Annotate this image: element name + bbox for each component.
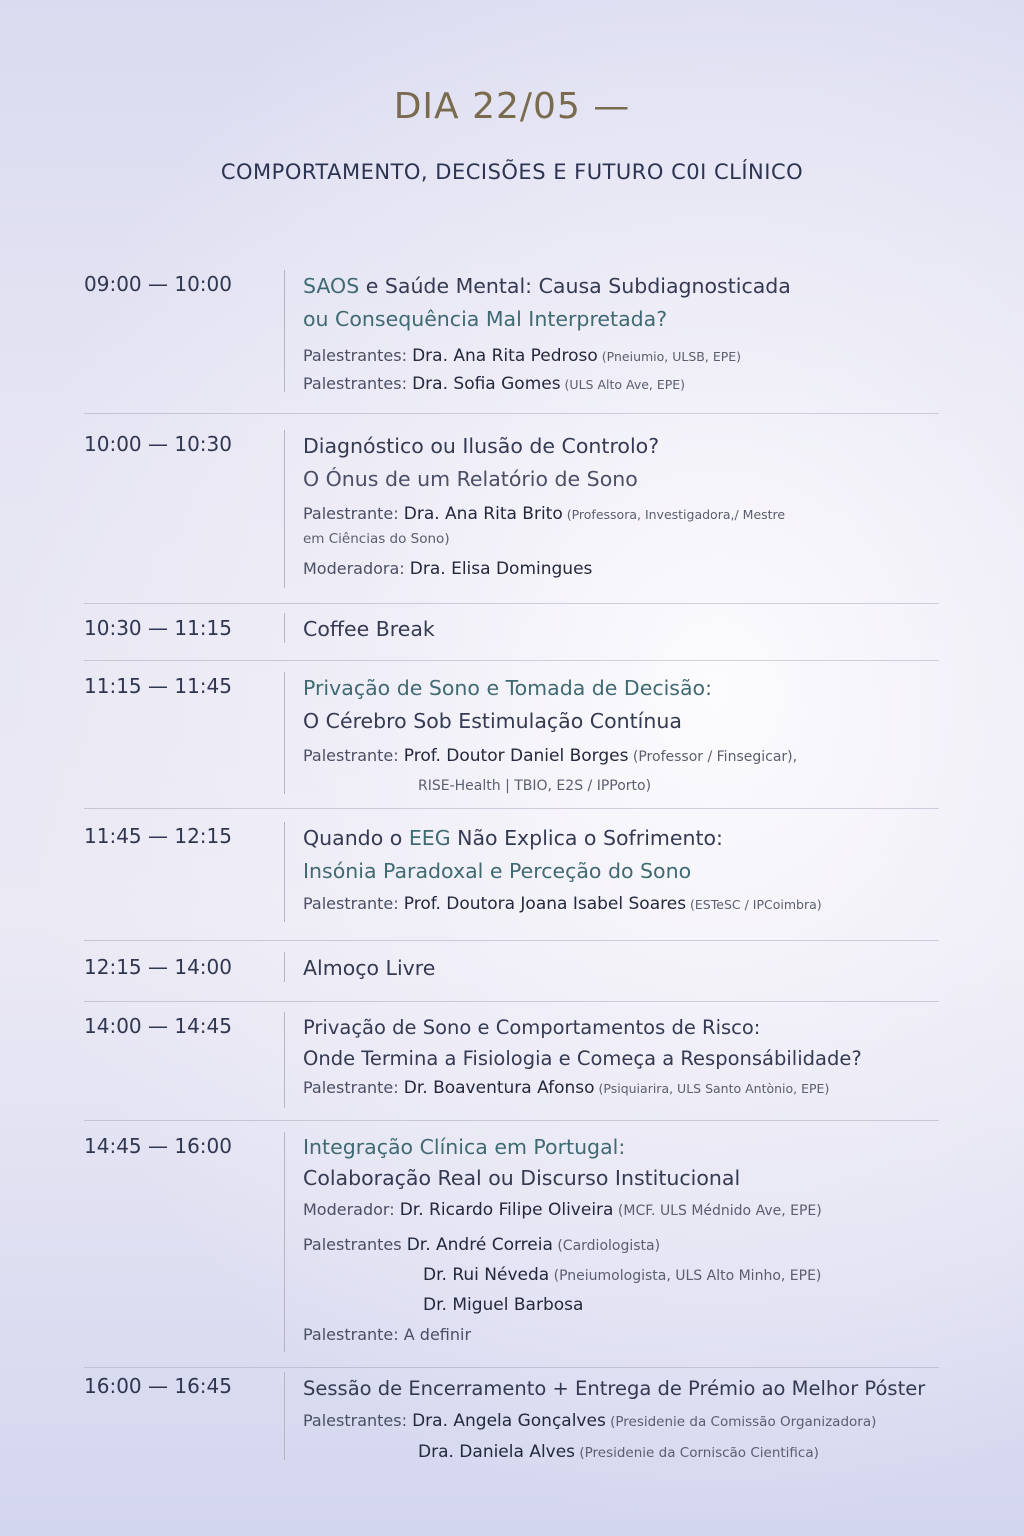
session-time: 10:30 — 11:15 [84, 616, 232, 640]
session-content [303, 1372, 968, 1469]
speaker-line: Palestrantes: Dra. Angela Gonçalves (Presidenie da Comissão Organizadora) [303, 1411, 877, 1431]
speaker-line: Palestrantes: Dra. Ana Rita Pedroso (Pneiumio, ULSB, EPE) [303, 346, 742, 366]
session-title: Integração Clínica em Portugal: [303, 1135, 626, 1159]
session-time: 11:15 — 11:45 [84, 674, 232, 698]
session-title: Privação de Sono e Comportamentos de Risco: [303, 1016, 761, 1039]
separator [84, 1120, 939, 1121]
speaker-affiliation-cont: RISE-Health | TBIO, E2S / IPPorto) [418, 778, 652, 794]
session-content [303, 822, 968, 918]
separator [84, 603, 939, 604]
divider-line [284, 1372, 285, 1460]
session-title: Sessão de Encerramento + Entrega de Prémio ao Melhor Póster [303, 1377, 926, 1400]
speaker-line: Palestrante: A definir [303, 1325, 472, 1344]
session-title-line2: ou Consequência Mal Interpretada? [303, 307, 668, 331]
session-content [303, 1132, 968, 1348]
session-title: Coffee Break [303, 617, 435, 641]
divider-line [284, 822, 285, 922]
session-title-line2: Onde Termina a Fisiologia e Começa a Responsábilidade? [303, 1047, 862, 1070]
speaker-line: Palestrante: Dra. Ana Rita Brito (Professora, Investigadora,/ Mestre [303, 504, 786, 524]
session-title: Almoço Livre [303, 956, 436, 980]
session-content [303, 430, 968, 583]
session-content [303, 613, 968, 646]
divider-line [284, 1012, 285, 1108]
session-time: 16:00 — 16:45 [84, 1374, 232, 1398]
speaker-line: Palestrante: Dr. Boaventura Afonso (Psiquiarira, ULS Santo Antònio, EPE) [303, 1078, 830, 1098]
divider-line [284, 952, 285, 982]
session-time: 10:00 — 10:30 [84, 432, 232, 456]
speaker-line: Palestrantes Dr. André Correia (Cardiologista) [303, 1235, 661, 1255]
divider-line [284, 613, 285, 643]
session-title: Diagnóstico ou Ilusão de Controlo? [303, 434, 660, 458]
divider-line [284, 672, 285, 794]
day-theme: COMPORTAMENTO, DECISÕES E FUTURO C0I CLÍNICO [220, 160, 804, 184]
separator [84, 940, 939, 941]
speaker-line: Dr. Miguel Barbosa [423, 1295, 584, 1315]
session-time: 14:00 — 14:45 [84, 1014, 232, 1038]
speaker-affiliation-cont: em Ciências do Sono) [303, 531, 450, 547]
session-title: Privação de Sono e Tomada de Decisão: [303, 676, 712, 700]
session-time: 14:45 — 16:00 [84, 1134, 232, 1158]
day-title: DIA 22/05 — [393, 86, 631, 127]
speaker-line: Palestrante: Prof. Doutor Daniel Borges (Professor / Finsegicar), [303, 746, 798, 766]
session-title: SAOS e Saúde Mental: Causa Subdiagnosticada [303, 274, 791, 298]
divider-line [284, 270, 285, 392]
session-content [303, 1012, 968, 1102]
separator [84, 1367, 939, 1368]
separator [84, 660, 939, 661]
separator [84, 1001, 939, 1002]
session-title-line2: O Cérebro Sob Estimulação Contínua [303, 709, 682, 733]
speaker-line: Palestrantes: Dra. Sofia Gomes (ULS Alto Ave, EPE) [303, 374, 686, 394]
moderator-line: Moderadora: Dra. Elisa Domingues [303, 559, 593, 579]
session-content [303, 270, 968, 398]
speaker-line: Dr. Rui Néveda (Pneiumologista, ULS Alto Minho, EPE) [423, 1265, 822, 1285]
speaker-line: Palestrante: Prof. Doutora Joana Isabel Soares (ESTeSC / IPCoimbra) [303, 894, 822, 914]
session-time: 12:15 — 14:00 [84, 955, 232, 979]
session-title: Quando o EEG Não Explica o Sofrimento: [303, 826, 723, 850]
session-title-line2: Colaboração Real ou Discurso Institucional [303, 1166, 741, 1190]
moderator-line: Moderador: Dr. Ricardo Filipe Oliveira (MCF. ULS Médnido Ave, EPE) [303, 1200, 822, 1220]
session-title-line2: Insónia Paradoxal e Perceção do Sono [303, 859, 692, 883]
speaker-line: Dra. Daniela Alves (Presidenie da Corniscão Cientifica) [418, 1442, 819, 1462]
session-time: 09:00 — 10:00 [84, 272, 232, 296]
divider-line [284, 430, 285, 588]
session-content [303, 672, 968, 800]
session-time: 11:45 — 12:15 [84, 824, 232, 848]
session-title-line2: O Ónus de um Relatório de Sono [303, 467, 638, 491]
session-content [303, 952, 968, 985]
separator [84, 413, 939, 414]
divider-line [284, 1132, 285, 1352]
separator [84, 808, 939, 809]
